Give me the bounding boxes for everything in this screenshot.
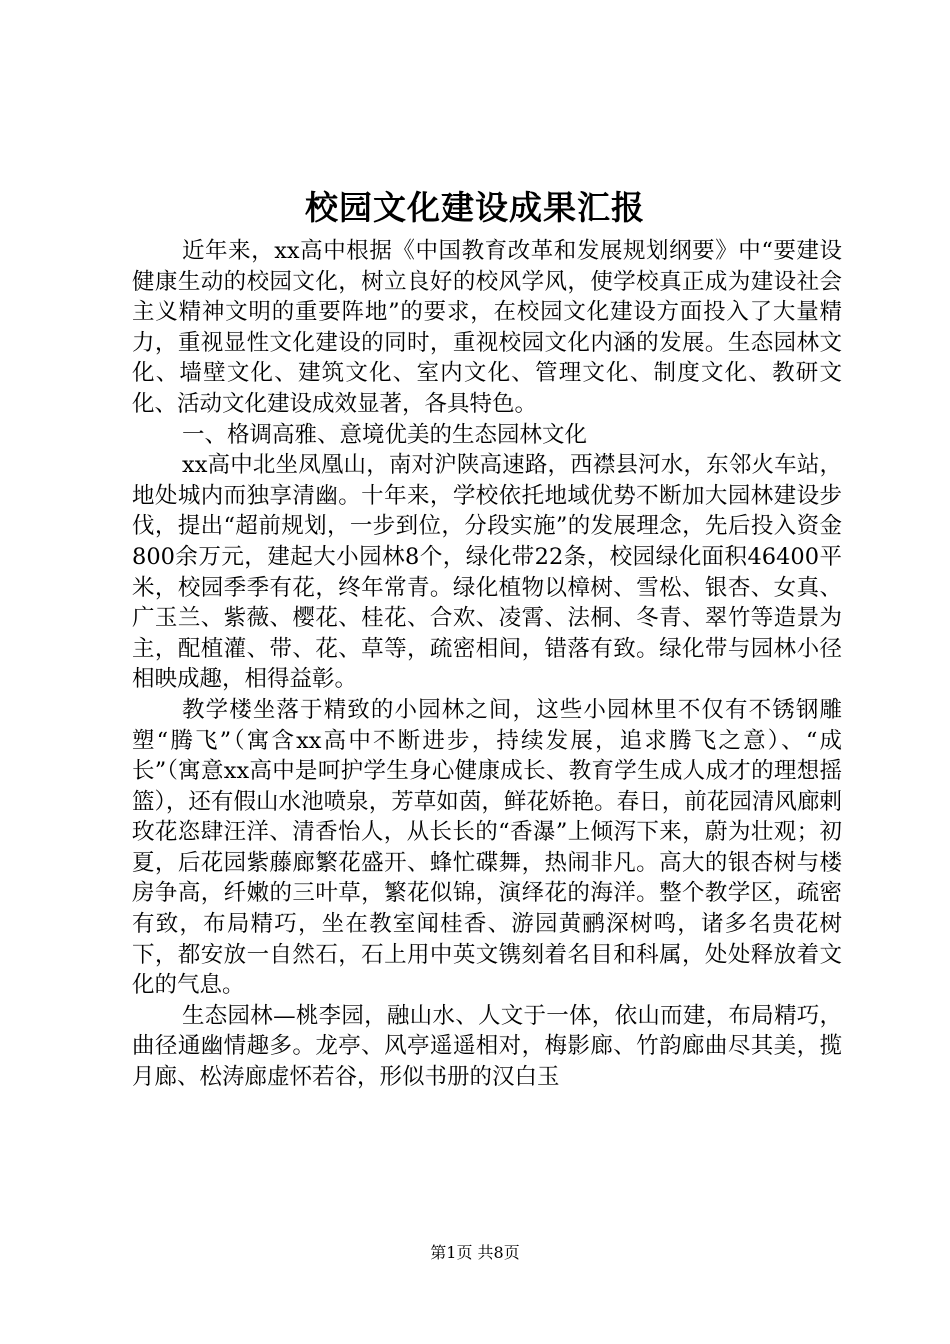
document-title: 校园文化建设成果汇报 — [305, 188, 645, 227]
paragraph-teaching-building: 教学楼坐落于精致的小园林之间，这些小园林里不仅有不锈钢雕塑“腾飞”（寓含xx高中不断进步，持续发展，追求腾飞之意）、“成长”（寓意xx高中是呵护学生身心健康成长、教育学生成人成才的理想摇篮），还有假山水池喷泉，芳草如茵，鲜花娇艳。春日，前花园清风廊剌玫花恣肆汪洋、清香怡人，从长长的“香瀑”上倾泻下来，蔚为壮观；初夏，后花园紫藤廊繁花盛开、蜂忙碟舞，热闹非凡。高大的银杏树与楼房争高，纤嫩的三叶草，繁花似锦，演绎花的海洋。整个教学区，疏密有致，布局精巧，坐在教室闻桂香、游园黄鹂深树鸣，诸多名贵花树下，都安放一自然石，石上用中英文镌刻着名目和科属，处处释放着文化的气息。 — [132, 696, 842, 999]
paragraph-location: xx高中北坐凤凰山，南对沪陕高速路，西襟县河水，东邻火车站，地处城内而独享清幽。十年来，学校依托地域优势不断加大园林建设步伐，提出“超前规划，一步到位，分段实施”的发展理念，先后投入资金800余万元，建起大小园林8个，绿化带22条，校园绿化面积46400平米，校园季季有花，终年常青。绿化植物以樟树、雪松、银杏、女真、广玉兰、紫薇、樱花、桂花、合欢、凌霄、法桐、冬青、翠竹等造景为主，配植灌、带、花、草等，疏密相间，错落有致。绿化带与园林小径相映成趣，相得益彰。 — [132, 452, 842, 693]
document-body — [132, 236, 842, 1093]
paragraph-taoli-garden: 生态园林—桃李园，融山水、人文于一体，依山而建，布局精巧，曲径通幽情趣多。龙亭、风亭遥遥相对，梅影廊、竹韵廊曲尽其美，揽月廊、松涛廊虚怀若谷，形似书册的汉白玉 — [132, 1002, 842, 1091]
page-number-footer: 第1页 共8页 — [430, 1243, 520, 1262]
section-heading-1: 一、格调高雅、意境优美的生态园林文化 — [182, 421, 588, 448]
paragraph-intro: 近年来，xx高中根据《中国教育改革和发展规划纲要》中“要建设健康生动的校园文化，树立良好的校风学风，使学校真正成为建设社会主义精神文明的重要阵地”的要求，在校园文化建设方面投入了大量精力，重视显性文化建设的同时，重视校园文化内涵的发展。生态园林文化、墙壁文化、建筑文化、室内文化、管理文化、制度文化、教研文化、活动文化建设成效显著，各具特色。 — [132, 238, 842, 417]
